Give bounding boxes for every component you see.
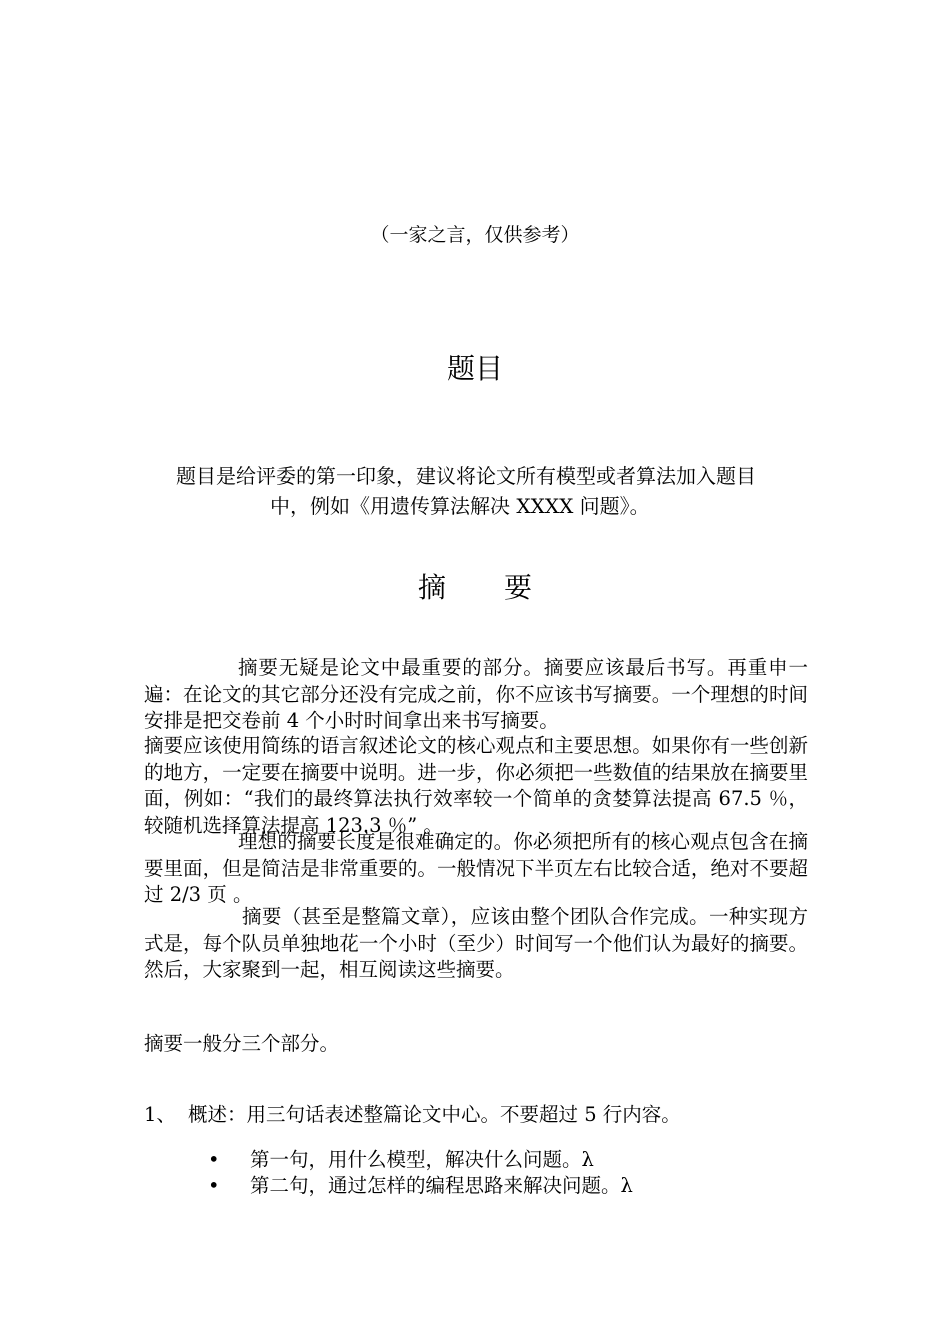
bullet-item-2 (208, 1173, 633, 1199)
disclaimer-note: （一家之言，仅供参考） (370, 224, 580, 246)
paragraph-3 (144, 829, 808, 909)
paragraph-1 (144, 655, 808, 735)
paragraph-3-text: 理想的摘要长度是很难确定的。你必须把所有的核心观点包含在摘要里面，但是简洁是非常重要的。一般情况下半页左右比较合适，绝对不要超过 2/3 页 。 (144, 830, 808, 906)
bullet-item-2-text: 第二句，通过怎样的编程思路来解决问题。λ (250, 1174, 633, 1197)
paragraph-1-text: 摘要无疑是论文中最重要的部分。摘要应该最后书写。再重申一遍：在论文的其它部分还没有完成之前，你不应该书写摘要。一个理想的时间安排是把交卷前 4 个小时时间拿出来书写摘要。 (144, 656, 808, 732)
paragraph-4-text: 摘要（甚至是整篇文章），应该由整个团队合作完成。一种实现方式是，每个队员单独地花一个小时（至少）时间写一个他们认为最好的摘要。然后，大家聚到一起，相互阅读这些摘要。 (144, 905, 808, 981)
bullet-icon: • (208, 1174, 220, 1197)
section-title: 题目 (446, 352, 503, 385)
paragraph-2-text: 摘要应该使用简练的语言叙述论文的核心观点和主要思想。如果你有一些创新的地方，一定要在摘要中说明。进一步，你必须把一些数值的结果放在摘要里面，例如：“我们的最终算法执行效率较一个简单的贪婪算法提高 67.5 ％，较随机选择算法提高 123.3 ％” 。 (144, 734, 808, 837)
numbered-item-1-text: 概述：用三句话表述整篇论文中心。不要超过 5 行内容。 (188, 1103, 681, 1126)
bullet-list (208, 1147, 633, 1199)
abstract-heading (0, 566, 950, 606)
bullet-item-1-text: 第一句，用什么模型，解决什么问题。λ (250, 1148, 594, 1171)
paragraph-2 (144, 733, 808, 839)
numbered-item-1 (144, 1099, 681, 1127)
title-description-line-1: 题目是给评委的第一印象，建议将论文所有模型或者算法加入题目 (176, 464, 756, 488)
bullet-icon: • (208, 1148, 220, 1171)
abstract-heading-char-2: 要 (504, 571, 533, 604)
bullet-item-1 (208, 1147, 633, 1173)
numbered-item-1-number: 1、 (144, 1103, 176, 1126)
paragraph-4 (144, 904, 808, 984)
paragraph-5: 摘要一般分三个部分。 (144, 1032, 340, 1055)
abstract-heading-char-1: 摘 (417, 571, 446, 604)
title-description (176, 461, 816, 521)
title-description-line-2: 中，例如《用遗传算法解决 XXXX 问题》。 (270, 494, 650, 518)
